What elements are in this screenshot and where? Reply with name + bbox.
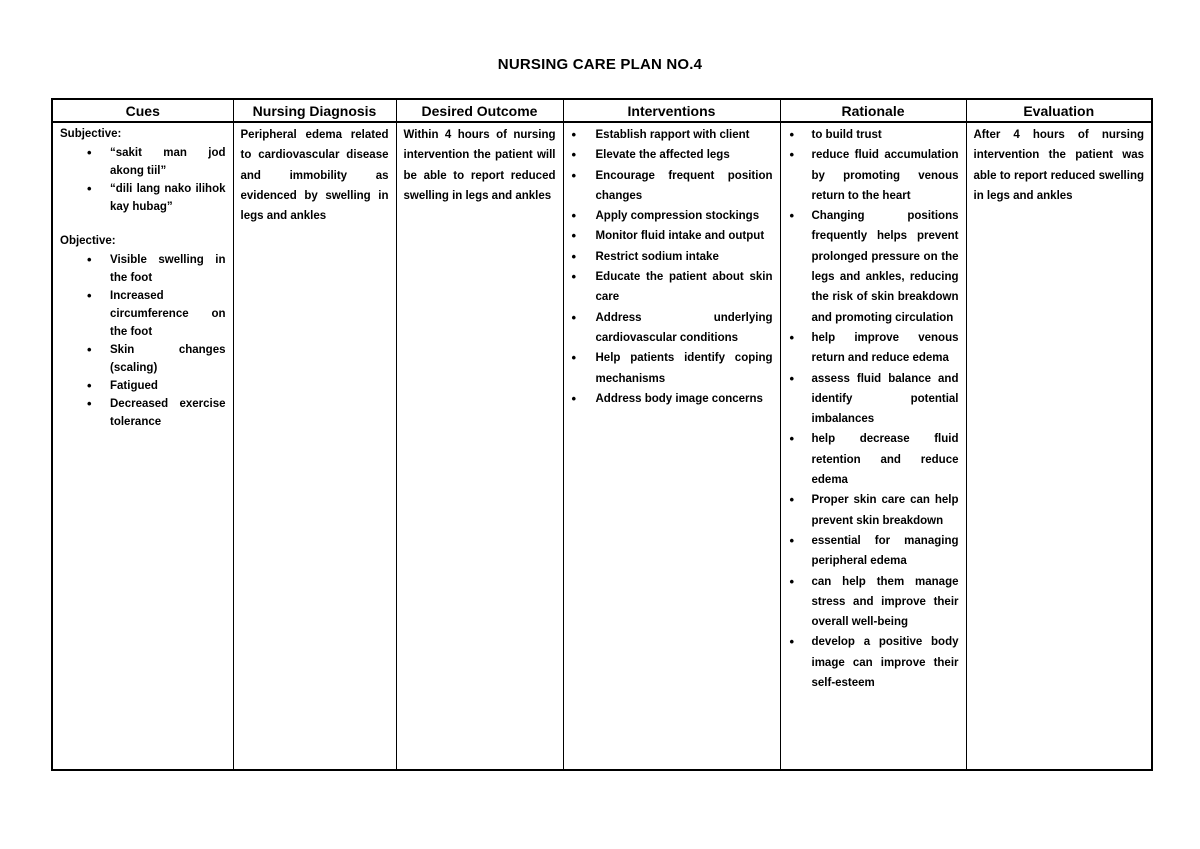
intervention-item: • Apply compression stockings xyxy=(571,206,773,226)
rationale-item: • help decrease fluid retention and reduce edema xyxy=(788,429,959,490)
subjective-item: • “dili lang nako ilihok kay hubag” xyxy=(60,180,226,216)
header-row xyxy=(52,99,1152,122)
interventions-cell xyxy=(563,122,780,770)
intervention-item: • Monitor fluid intake and output xyxy=(571,226,773,246)
evaluation-cell: After 4 hours of nursing intervention the patient was able to report reduced swelling in legs and ankles xyxy=(966,122,1152,770)
intervention-item: • Educate the patient about skin care xyxy=(571,267,773,308)
intervention-item: • Help patients identify coping mechanisms xyxy=(571,348,773,389)
header-nursing-diagnosis: Nursing Diagnosis xyxy=(233,99,396,122)
objective-item: • Increased circumference on the foot xyxy=(60,287,226,341)
rationale-cell xyxy=(780,122,966,770)
diagnosis-cell: Peripheral edema related to cardiovascular disease and immobility as evidenced by swelling in legs and ankles xyxy=(233,122,396,770)
intervention-item: • Establish rapport with client xyxy=(571,125,773,145)
header-rationale: Rationale xyxy=(780,99,966,122)
rationale-item: • reduce fluid accumulation by promoting venous return to the heart xyxy=(788,145,959,206)
rationale-item: • help improve venous return and reduce edema xyxy=(788,328,959,369)
objective-item: • Fatigued xyxy=(60,377,226,395)
intervention-item: • Encourage frequent position changes xyxy=(571,166,773,207)
rationale-item: • Changing positions frequently helps prevent prolonged pressure on the legs and ankles, reducing the risk of skin breakdown and promoting circulation xyxy=(788,206,959,328)
objective-item: • Visible swelling in the foot xyxy=(60,251,226,287)
rationale-item: • can help them manage stress and improve their overall well-being xyxy=(788,572,959,633)
rationale-item: • assess fluid balance and identify potential imbalances xyxy=(788,369,959,430)
subjective-list xyxy=(60,144,226,216)
objective-item: • Skin changes (scaling) xyxy=(60,341,226,377)
intervention-item: • Address underlying cardiovascular conditions xyxy=(571,308,773,349)
rationale-item: • essential for managing peripheral edema xyxy=(788,531,959,572)
rationale-item: • develop a positive body image can improve their self-esteem xyxy=(788,632,959,693)
rationale-item: • Proper skin care can help prevent skin breakdown xyxy=(788,490,959,531)
objective-item: • Decreased exercise tolerance xyxy=(60,395,226,431)
subjective-label: Subjective: xyxy=(60,128,122,140)
cues-cell xyxy=(52,122,233,770)
header-evaluation: Evaluation xyxy=(966,99,1152,122)
subjective-item: • “sakit man jod akong tiil” xyxy=(60,144,226,180)
care-plan-table xyxy=(51,98,1153,771)
page-title: NURSING CARE PLAN NO.4 xyxy=(497,56,703,73)
objective-label: Objective: xyxy=(60,235,116,247)
rationale-item: • to build trust xyxy=(788,125,959,145)
objective-list xyxy=(60,251,226,431)
intervention-item: • Restrict sodium intake xyxy=(571,247,773,267)
intervention-item: • Elevate the affected legs xyxy=(571,145,773,165)
intervention-item: • Address body image concerns xyxy=(571,389,773,409)
header-interventions: Interventions xyxy=(563,99,780,122)
rationale-list xyxy=(788,125,959,693)
outcome-cell: Within 4 hours of nursing intervention the patient will be able to report reduced swelling in legs and ankles xyxy=(396,122,563,770)
header-cues: Cues xyxy=(52,99,233,122)
plan-row xyxy=(52,122,1152,770)
interventions-list xyxy=(571,125,773,409)
header-desired-outcome: Desired Outcome xyxy=(396,99,563,122)
